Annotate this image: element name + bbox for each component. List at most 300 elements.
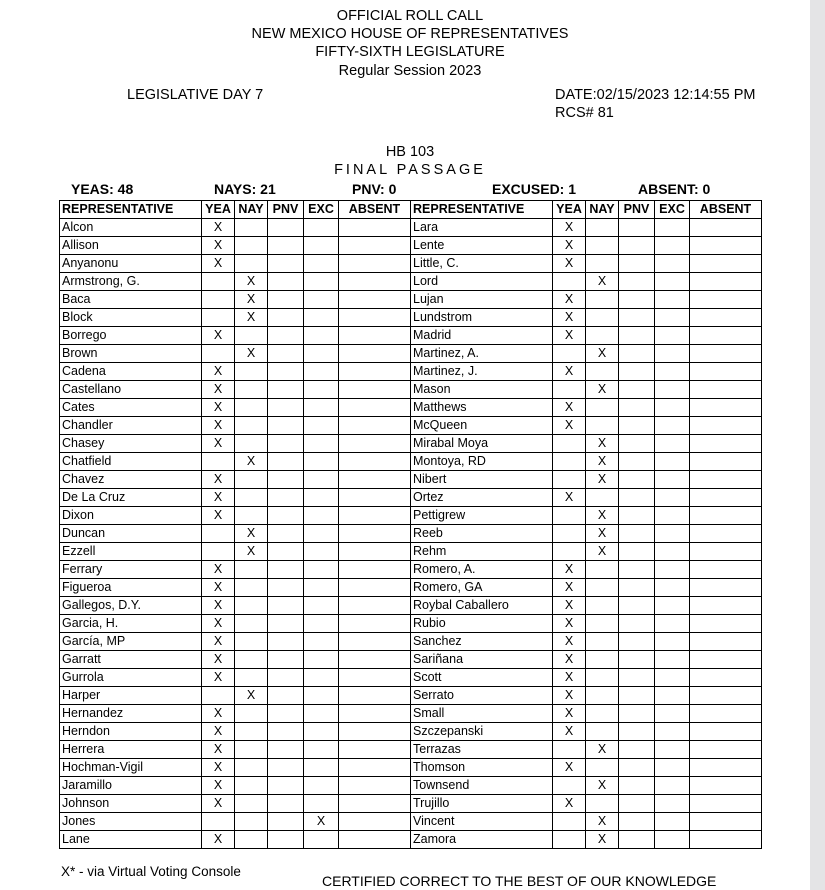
vote-yea-cell: X [553,633,586,651]
vote-absent-cell [339,633,411,651]
table-row [60,777,762,795]
vote-nay-cell: X [235,309,268,327]
vote-yea-cell: X [553,309,586,327]
table-row [60,417,762,435]
vote-exc-cell [304,795,339,813]
vote-exc-cell [304,705,339,723]
vote-exc-cell [655,669,690,687]
vote-pnv-cell [268,327,304,345]
vote-exc-cell [304,507,339,525]
vote-absent-cell [339,777,411,795]
vote-date: DATE:02/15/2023 12:14:55 PM [555,87,756,103]
vote-exc-cell [304,831,339,849]
vote-pnv-cell [619,651,655,669]
vote-yea-cell: X [553,219,586,237]
vote-nay-cell [586,723,619,741]
representative-name: Serrato [411,687,553,705]
chamber-name: NEW MEXICO HOUSE OF REPRESENTATIVES [251,26,569,42]
table-row [60,363,762,381]
vote-nay-cell [235,651,268,669]
vote-exc-cell [655,759,690,777]
vote-pnv-cell [619,507,655,525]
vote-absent-cell [690,651,762,669]
representative-name: Cates [60,399,202,417]
vote-yea-cell: X [202,507,235,525]
vote-nay-cell [586,399,619,417]
representative-name: Brown [60,345,202,363]
vote-pnv-cell [619,237,655,255]
representative-name: Vincent [411,813,553,831]
vote-nay-cell [235,327,268,345]
vote-pnv-cell [268,831,304,849]
col-yea-left: YEA [202,201,235,219]
vote-nay-cell [586,687,619,705]
representative-name: Castellano [60,381,202,399]
representative-name: Armstrong, G. [60,273,202,291]
vote-pnv-cell [268,759,304,777]
vote-pnv-cell [619,327,655,345]
vote-pnv-cell [619,363,655,381]
vote-pnv-cell [619,255,655,273]
col-pnv-right: PNV [619,201,655,219]
table-row [60,615,762,633]
vote-yea-cell: X [553,237,586,255]
vote-nay-cell [235,831,268,849]
vote-nay-cell: X [235,453,268,471]
vote-exc-cell [304,345,339,363]
col-representative-left: REPRESENTATIVE [60,201,202,219]
vote-pnv-cell [268,795,304,813]
representative-name: Martinez, J. [411,363,553,381]
vote-exc-cell [304,489,339,507]
vote-exc-cell [304,615,339,633]
representative-name: Small [411,705,553,723]
representative-name: Gallegos, D.Y. [60,597,202,615]
vote-exc-cell [304,723,339,741]
vote-absent-cell [339,255,411,273]
vote-exc-cell [655,525,690,543]
vote-pnv-cell [268,417,304,435]
vote-absent-cell [339,597,411,615]
vote-yea-cell: X [202,381,235,399]
table-row [60,759,762,777]
vote-pnv-cell [268,669,304,687]
vote-yea-cell: X [202,255,235,273]
vote-pnv-cell [268,237,304,255]
representative-name: Herndon [60,723,202,741]
vote-nay-cell: X [586,381,619,399]
vote-absent-cell [690,615,762,633]
vote-nay-cell: X [586,813,619,831]
vote-pnv-cell [268,687,304,705]
vote-absent-cell [690,561,762,579]
vote-absent-cell [339,345,411,363]
representative-name: Pettigrew [411,507,553,525]
vote-exc-cell [655,831,690,849]
footnote: X* - via Virtual Voting Console [61,864,241,879]
page-edge [810,0,825,890]
vote-yea-cell: X [202,777,235,795]
vote-absent-cell [690,237,762,255]
representative-name: Lara [411,219,553,237]
vote-yea-cell: X [553,705,586,723]
vote-pnv-cell [268,273,304,291]
vote-exc-cell [304,597,339,615]
vote-nay-cell: X [586,345,619,363]
vote-exc-cell [655,399,690,417]
col-absent-right: ABSENT [690,201,762,219]
vote-yea-cell: X [202,327,235,345]
vote-pnv-cell [619,597,655,615]
vote-yea-cell: X [202,831,235,849]
vote-yea-cell: X [553,363,586,381]
representative-name: Borrego [60,327,202,345]
vote-pnv-cell [619,345,655,363]
representative-name: Reeb [411,525,553,543]
vote-yea-cell: X [202,561,235,579]
vote-nay-cell [586,669,619,687]
representative-name: McQueen [411,417,553,435]
vote-exc-cell [655,813,690,831]
vote-yea-cell [553,453,586,471]
vote-pnv-cell [619,669,655,687]
vote-pnv-cell [619,471,655,489]
vote-action: FINAL PASSAGE [334,162,486,178]
vote-nay-cell [586,219,619,237]
vote-yea-cell: X [202,471,235,489]
table-row [60,309,762,327]
vote-pnv-cell [268,309,304,327]
vote-pnv-cell [619,417,655,435]
vote-yea-cell: X [553,579,586,597]
col-pnv-left: PNV [268,201,304,219]
representative-name: Lundstrom [411,309,553,327]
session-name: Regular Session 2023 [338,63,482,79]
vote-absent-cell [339,705,411,723]
vote-pnv-cell [268,543,304,561]
vote-absent-cell [690,363,762,381]
representative-name: Terrazas [411,741,553,759]
vote-exc-cell [655,705,690,723]
representative-name: Allison [60,237,202,255]
vote-yea-cell [553,381,586,399]
vote-yea-cell [202,453,235,471]
vote-yea-cell: X [202,597,235,615]
vote-absent-cell [339,579,411,597]
vote-absent-cell [690,309,762,327]
representative-name: Montoya, RD [411,453,553,471]
vote-exc-cell [304,579,339,597]
table-header-row [60,201,762,219]
representative-name: Chatfield [60,453,202,471]
vote-exc-cell [655,309,690,327]
roll-call-table [59,200,762,849]
vote-yea-cell [202,543,235,561]
vote-nay-cell [235,219,268,237]
vote-exc-cell [655,579,690,597]
vote-yea-cell [553,435,586,453]
vote-pnv-cell [619,273,655,291]
vote-pnv-cell [268,453,304,471]
vote-nay-cell [235,417,268,435]
table-row [60,219,762,237]
representative-name: Madrid [411,327,553,345]
vote-absent-cell [690,273,762,291]
vote-pnv-cell [619,723,655,741]
tally-pnv: PNV: 0 [352,181,397,197]
vote-nay-cell [586,327,619,345]
vote-exc-cell [655,255,690,273]
vote-yea-cell: X [202,795,235,813]
vote-yea-cell: X [202,759,235,777]
vote-pnv-cell [619,453,655,471]
vote-yea-cell: X [553,489,586,507]
vote-yea-cell: X [202,741,235,759]
vote-nay-cell [586,633,619,651]
representative-name: Garratt [60,651,202,669]
vote-yea-cell: X [553,615,586,633]
representative-name: Lujan [411,291,553,309]
vote-yea-cell: X [202,399,235,417]
table-row [60,345,762,363]
vote-absent-cell [339,471,411,489]
vote-exc-cell [304,363,339,381]
representative-name: Matthews [411,399,553,417]
representative-name: Nibert [411,471,553,489]
vote-absent-cell [339,363,411,381]
vote-absent-cell [339,687,411,705]
representative-name: Rubio [411,615,553,633]
vote-pnv-cell [619,615,655,633]
vote-absent-cell [690,723,762,741]
representative-name: Lord [411,273,553,291]
vote-yea-cell: X [202,435,235,453]
vote-nay-cell: X [586,525,619,543]
vote-nay-cell [586,597,619,615]
vote-yea-cell [202,291,235,309]
vote-nay-cell: X [235,291,268,309]
table-row [60,561,762,579]
vote-yea-cell: X [553,327,586,345]
tally-nays: NAYS: 21 [214,181,276,197]
vote-pnv-cell [268,435,304,453]
vote-pnv-cell [268,399,304,417]
table-row [60,381,762,399]
representative-name: Hernandez [60,705,202,723]
vote-pnv-cell [268,525,304,543]
vote-absent-cell [339,561,411,579]
certification: CERTIFIED CORRECT TO THE BEST OF OUR KNOWLEDGE [322,873,717,889]
vote-exc-cell [655,543,690,561]
vote-nay-cell [586,561,619,579]
vote-pnv-cell [268,255,304,273]
representative-name: Cadena [60,363,202,381]
vote-exc-cell [655,417,690,435]
vote-exc-cell [655,651,690,669]
vote-pnv-cell [619,579,655,597]
vote-yea-cell: X [202,615,235,633]
vote-nay-cell: X [235,543,268,561]
vote-absent-cell [339,741,411,759]
vote-absent-cell [339,669,411,687]
representative-name: Gurrola [60,669,202,687]
vote-pnv-cell [619,219,655,237]
vote-pnv-cell [619,741,655,759]
vote-absent-cell [690,327,762,345]
table-row [60,507,762,525]
vote-exc-cell [655,345,690,363]
vote-nay-cell [586,579,619,597]
vote-absent-cell [690,399,762,417]
vote-nay-cell [586,417,619,435]
table-row [60,795,762,813]
representative-name: Anyanonu [60,255,202,273]
vote-exc-cell [304,237,339,255]
vote-exc-cell [304,741,339,759]
vote-absent-cell [690,435,762,453]
table-row [60,651,762,669]
representative-name: Little, C. [411,255,553,273]
table-row [60,813,762,831]
table-row [60,237,762,255]
vote-exc-cell [304,759,339,777]
vote-pnv-cell [619,381,655,399]
vote-nay-cell [586,237,619,255]
vote-yea-cell: X [202,237,235,255]
vote-exc-cell [304,651,339,669]
representative-name: Chasey [60,435,202,453]
vote-nay-cell [235,777,268,795]
legislative-day: LEGISLATIVE DAY 7 [127,87,264,103]
vote-nay-cell [586,795,619,813]
vote-yea-cell [553,273,586,291]
vote-exc-cell [655,471,690,489]
vote-pnv-cell [268,705,304,723]
vote-nay-cell: X [586,507,619,525]
representative-name: Herrera [60,741,202,759]
vote-pnv-cell [268,507,304,525]
vote-absent-cell [690,489,762,507]
vote-nay-cell [235,813,268,831]
table-row [60,831,762,849]
vote-nay-cell: X [235,525,268,543]
vote-pnv-cell [268,219,304,237]
representative-name: Baca [60,291,202,309]
vote-exc-cell [655,777,690,795]
representative-name: Sanchez [411,633,553,651]
vote-yea-cell: X [553,669,586,687]
vote-exc-cell [655,615,690,633]
vote-exc-cell [655,723,690,741]
vote-exc-cell [304,543,339,561]
representative-name: Block [60,309,202,327]
vote-nay-cell [235,669,268,687]
vote-nay-cell: X [586,777,619,795]
vote-exc-cell [655,741,690,759]
vote-nay-cell: X [235,273,268,291]
vote-yea-cell: X [553,723,586,741]
representative-name: Ferrary [60,561,202,579]
vote-absent-cell [690,831,762,849]
representative-name: Romero, A. [411,561,553,579]
vote-yea-cell: X [553,291,586,309]
vote-nay-cell [235,615,268,633]
vote-exc-cell [304,327,339,345]
table-row [60,633,762,651]
vote-yea-cell [202,687,235,705]
tally-absent: ABSENT: 0 [638,181,711,197]
vote-nay-cell [586,705,619,723]
table-row [60,435,762,453]
vote-yea-cell: X [202,651,235,669]
vote-absent-cell [339,543,411,561]
vote-absent-cell [339,759,411,777]
vote-absent-cell [339,399,411,417]
representative-name: Figueroa [60,579,202,597]
vote-nay-cell: X [586,831,619,849]
vote-pnv-cell [268,381,304,399]
vote-exc-cell [655,237,690,255]
vote-nay-cell [235,759,268,777]
tally-yeas: YEAS: 48 [71,181,134,197]
vote-pnv-cell [619,759,655,777]
table-row [60,687,762,705]
vote-yea-cell [553,741,586,759]
vote-pnv-cell [268,813,304,831]
vote-pnv-cell [268,597,304,615]
vote-pnv-cell [619,831,655,849]
vote-yea-cell [553,345,586,363]
vote-nay-cell [235,561,268,579]
vote-exc-cell [655,435,690,453]
vote-yea-cell [553,543,586,561]
representative-name: Rehm [411,543,553,561]
table-row [60,327,762,345]
representative-name: Roybal Caballero [411,597,553,615]
representative-name: Ortez [411,489,553,507]
vote-yea-cell [553,507,586,525]
vote-yea-cell [553,831,586,849]
vote-exc-cell [304,633,339,651]
representative-name: Hochman-Vigil [60,759,202,777]
vote-exc-cell [304,471,339,489]
table-row [60,669,762,687]
vote-absent-cell [690,381,762,399]
vote-nay-cell [586,255,619,273]
vote-absent-cell [690,777,762,795]
vote-exc-cell [304,525,339,543]
vote-nay-cell: X [586,543,619,561]
vote-exc-cell [655,597,690,615]
table-row [60,489,762,507]
vote-exc-cell [655,633,690,651]
vote-exc-cell [655,381,690,399]
vote-pnv-cell [619,309,655,327]
vote-pnv-cell [268,489,304,507]
vote-absent-cell [339,615,411,633]
vote-exc-cell [655,489,690,507]
vote-nay-cell [235,507,268,525]
vote-pnv-cell [268,777,304,795]
vote-exc-cell [304,417,339,435]
vote-absent-cell [339,237,411,255]
vote-exc-cell [304,453,339,471]
representative-name: Johnson [60,795,202,813]
vote-yea-cell [553,525,586,543]
vote-nay-cell [235,723,268,741]
vote-pnv-cell [619,525,655,543]
vote-nay-cell [235,471,268,489]
